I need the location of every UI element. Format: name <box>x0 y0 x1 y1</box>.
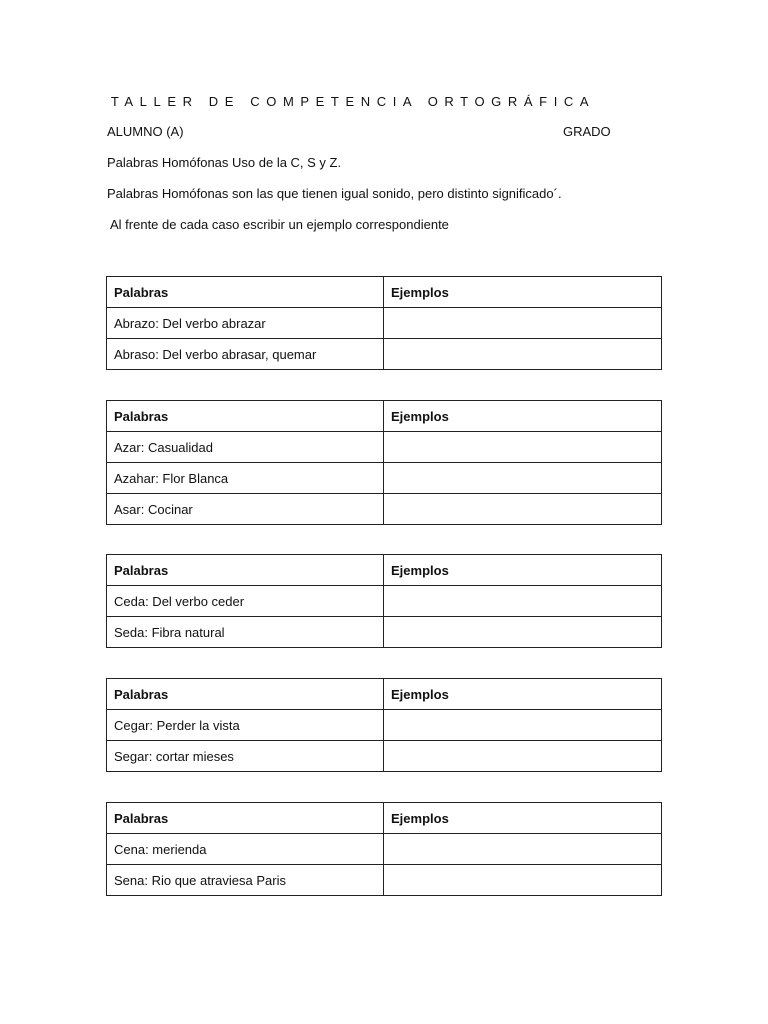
example-cell[interactable] <box>384 308 662 339</box>
word-cell: Abrazo: Del verbo abrazar <box>107 308 384 339</box>
table-row <box>107 865 662 896</box>
table-header-row <box>107 401 662 432</box>
word-cell: Asar: Cocinar <box>107 494 384 525</box>
table-row <box>107 463 662 494</box>
example-cell[interactable] <box>384 339 662 370</box>
word-cell: Sena: Rio que atraviesa Paris <box>107 865 384 896</box>
exercise-table-1 <box>106 276 662 370</box>
example-cell[interactable] <box>384 494 662 525</box>
exercise-table-3 <box>106 554 662 648</box>
header-examples: Ejemplos <box>384 679 662 710</box>
word-cell: Cegar: Perder la vista <box>107 710 384 741</box>
table-header-row <box>107 555 662 586</box>
example-cell[interactable] <box>384 617 662 648</box>
word-cell: Azar: Casualidad <box>107 432 384 463</box>
instruction-text: Al frente de cada caso escribir un ejemplo correspondiente <box>110 217 449 232</box>
word-cell: Cena: merienda <box>107 834 384 865</box>
word-cell: Azahar: Flor Blanca <box>107 463 384 494</box>
table-row <box>107 710 662 741</box>
table-row <box>107 308 662 339</box>
header-examples: Ejemplos <box>384 555 662 586</box>
subtitle: Palabras Homófonas Uso de la C, S y Z. <box>107 155 342 170</box>
example-cell[interactable] <box>384 586 662 617</box>
word-cell: Ceda: Del verbo ceder <box>107 586 384 617</box>
word-cell: Segar: cortar mieses <box>107 741 384 772</box>
page-title: TALLER DE COMPETENCIA ORTOGRÁFICA <box>110 94 596 109</box>
exercise-table-4 <box>106 678 662 772</box>
header-words: Palabras <box>107 401 384 432</box>
table-row <box>107 494 662 525</box>
table-row <box>107 741 662 772</box>
table-row <box>107 339 662 370</box>
header-examples: Ejemplos <box>384 277 662 308</box>
exercise-table-5 <box>106 802 662 896</box>
table-row <box>107 586 662 617</box>
word-cell: Abraso: Del verbo abrasar, quemar <box>107 339 384 370</box>
definition-text: Palabras Homófonas son las que tienen igual sonido, pero distinto significado´. <box>107 186 562 201</box>
table-row <box>107 834 662 865</box>
example-cell[interactable] <box>384 834 662 865</box>
header-examples: Ejemplos <box>384 401 662 432</box>
table-row <box>107 432 662 463</box>
table-row <box>107 617 662 648</box>
table-header-row <box>107 803 662 834</box>
example-cell[interactable] <box>384 463 662 494</box>
student-name-label: ALUMNO (A) <box>107 124 184 139</box>
grade-label: GRADO <box>563 124 611 139</box>
word-cell: Seda: Fibra natural <box>107 617 384 648</box>
table-header-row <box>107 679 662 710</box>
header-examples: Ejemplos <box>384 803 662 834</box>
example-cell[interactable] <box>384 432 662 463</box>
exercise-table-2 <box>106 400 662 525</box>
header-words: Palabras <box>107 679 384 710</box>
header-words: Palabras <box>107 277 384 308</box>
example-cell[interactable] <box>384 865 662 896</box>
table-header-row <box>107 277 662 308</box>
header-words: Palabras <box>107 555 384 586</box>
example-cell[interactable] <box>384 710 662 741</box>
example-cell[interactable] <box>384 741 662 772</box>
header-words: Palabras <box>107 803 384 834</box>
